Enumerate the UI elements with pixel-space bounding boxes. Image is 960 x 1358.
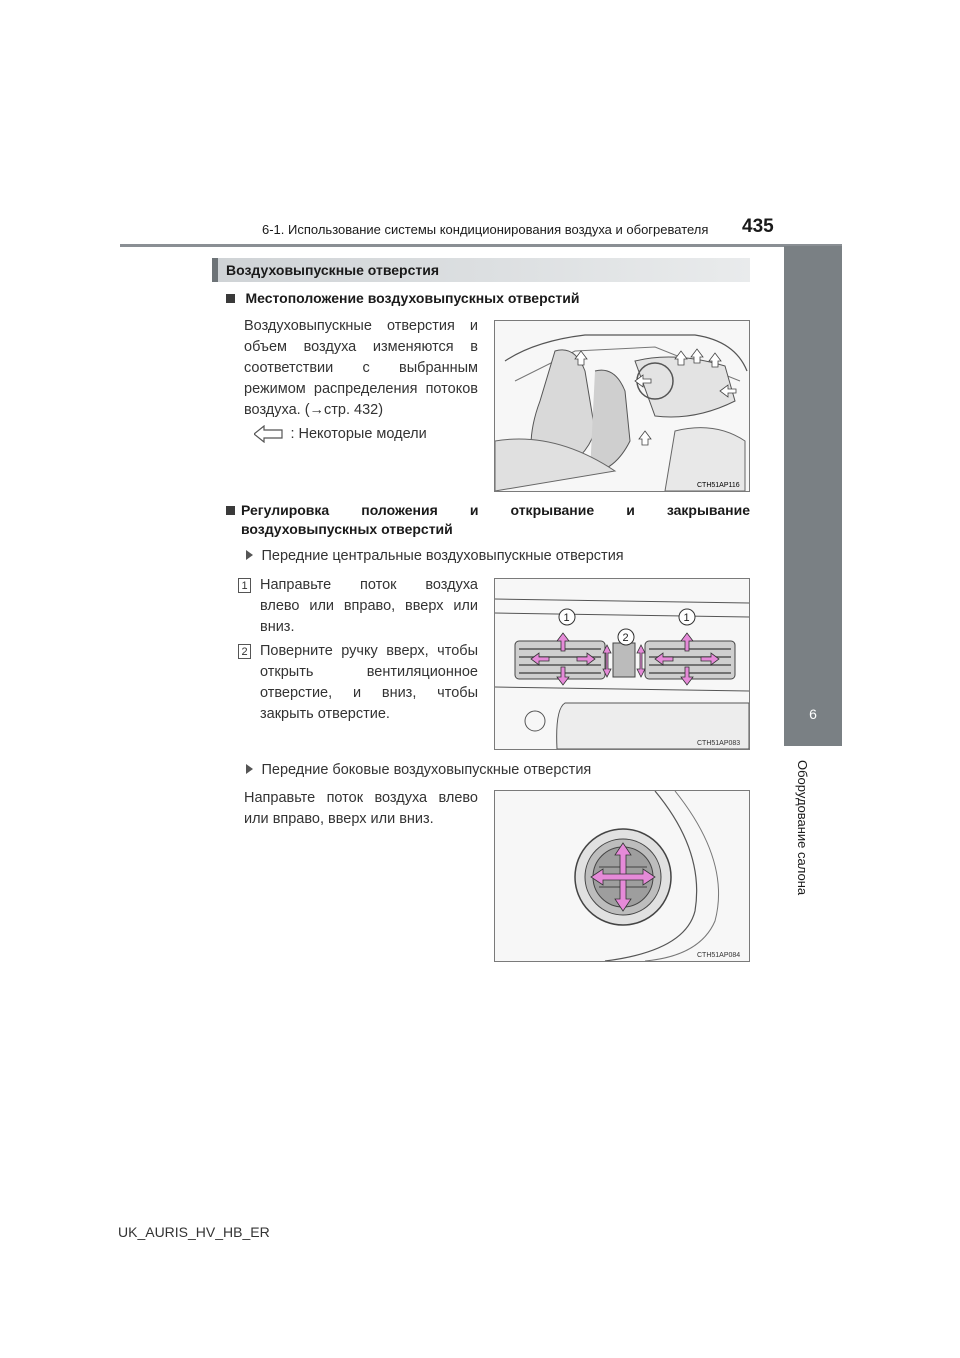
- bullet-square-icon: [226, 294, 235, 303]
- subhead-1: [226, 290, 766, 308]
- text-line: или вправо, вверх или вниз.: [244, 811, 434, 827]
- callout-2: 2: [622, 632, 629, 644]
- step-number-1: 1: [238, 578, 251, 593]
- text-line: отверстие, и вниз, чтобы: [260, 685, 478, 701]
- header-rule: [120, 244, 842, 247]
- center-vents-illustration: [494, 578, 750, 750]
- text-line: влево или вправо, вверх или: [260, 598, 478, 614]
- front-center-label-text: Передние центральные воздуховыпускные отверстия: [261, 548, 624, 564]
- text-line: соответствии с выбранным: [244, 360, 478, 376]
- front-side-label-text: Передние боковые воздуховыпускные отверстия: [261, 762, 592, 778]
- outlet-arrow-icon: [254, 425, 284, 443]
- section-heading: Воздуховыпускные отверстия: [226, 262, 440, 278]
- subhead-2-line1: Регулировка положения и открывание и закрывание: [241, 502, 750, 518]
- triangle-bullet-icon: [246, 764, 253, 774]
- side-vent-drawing: [495, 791, 749, 961]
- interior-drawing: [495, 321, 749, 491]
- bullet-square-icon: [226, 506, 235, 515]
- legend-text: : Некоторые модели: [290, 426, 427, 442]
- text-line: Направьте поток воздуха: [260, 577, 478, 593]
- block1-text: [244, 316, 478, 421]
- car-interior-illustration: [494, 320, 750, 492]
- legend: [254, 424, 494, 445]
- text-line: Поверните ручку вверх, чтобы: [260, 643, 478, 659]
- page-number: 435: [742, 216, 774, 237]
- step-1-text: [260, 575, 478, 638]
- step-2-text: [260, 641, 478, 725]
- chapter-number: 6: [809, 706, 817, 722]
- callout-1-left: 1: [563, 612, 570, 624]
- front-center-label: [246, 546, 746, 567]
- image-code: CTH51AP084: [697, 952, 741, 959]
- text-line: режимом распределения потоков: [244, 381, 478, 397]
- image-code: CTH51AP083: [697, 740, 741, 747]
- chapter-tab: [784, 246, 842, 688]
- step-number-2: 2: [238, 644, 251, 659]
- text-line: вниз.: [260, 619, 295, 635]
- text-line: объем воздуха изменяются в: [244, 339, 478, 355]
- callout-1-right: 1: [683, 612, 690, 624]
- running-header-section: 6-1. Использование системы кондиционирования воздуха и обогревателя: [262, 222, 709, 237]
- front-side-text: [244, 788, 478, 830]
- text-line: Воздуховыпускные отверстия и: [244, 318, 478, 334]
- front-side-label: [246, 760, 746, 781]
- subhead-2: [226, 502, 750, 537]
- text-line: Направьте поток воздуха влево: [244, 790, 478, 806]
- text-line: воздуха. (→стр. 432): [244, 402, 384, 418]
- footer-code: UK_AURIS_HV_HB_ER: [118, 1224, 270, 1240]
- chapter-title: Оборудование салона: [795, 760, 810, 896]
- side-vent-illustration: [494, 790, 750, 962]
- text-line: закрыть отверстие.: [260, 706, 390, 722]
- subhead-2-line2: воздуховыпускных отверстий: [241, 521, 453, 537]
- text-line: открыть вентиляционное: [260, 664, 478, 680]
- subhead-1-text: Местоположение воздуховыпускных отверстий: [245, 290, 580, 306]
- center-vents-drawing: [495, 579, 749, 749]
- triangle-bullet-icon: [246, 550, 253, 560]
- image-code: CTH51AP116: [697, 482, 740, 489]
